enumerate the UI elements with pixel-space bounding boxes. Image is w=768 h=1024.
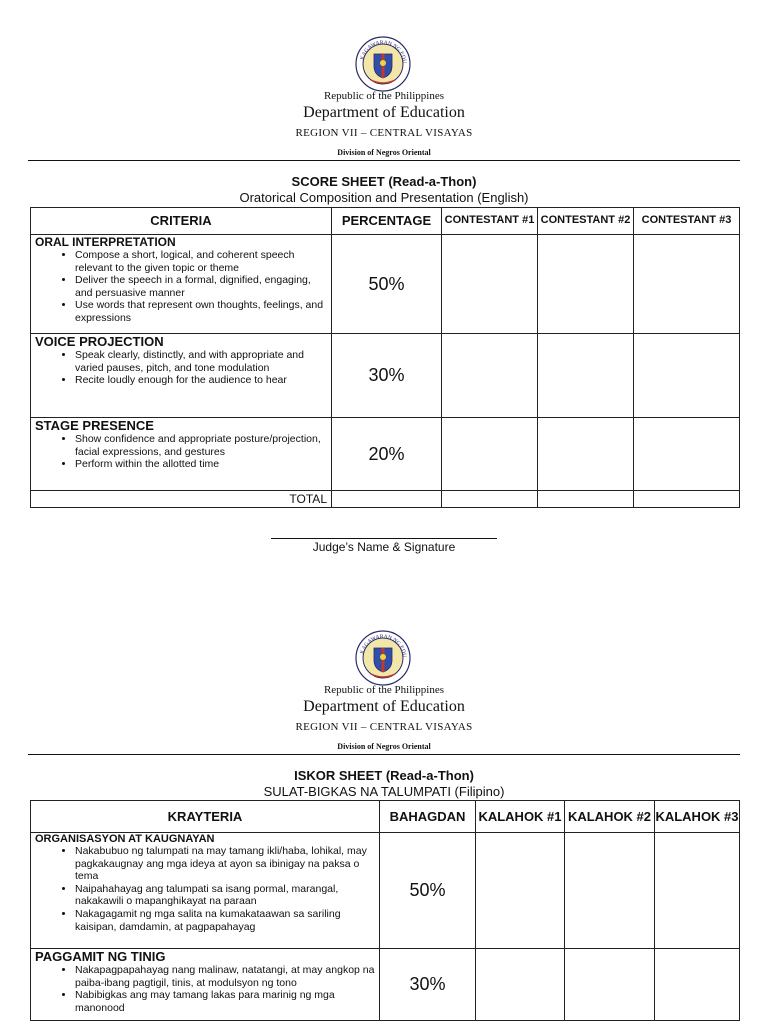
score-cell-contestant-3[interactable] (634, 334, 740, 418)
seal-text: KAGAWARAN NG EDU (359, 39, 408, 64)
header-republic: Republic of the Philippines (323, 90, 445, 102)
col-contestant-2: CONTESTANT #2 (538, 208, 634, 235)
section-title: ORAL INTERPRETATION (35, 235, 176, 249)
col-contestant-1: CONTESTANT #1 (442, 208, 538, 235)
sheet-subtitle: SULAT-BIGKAS NA TALUMPATI (Filipino) (263, 784, 505, 799)
list-item: • Deliver the speech in a formal, dignified, engaging, and persuasive manner (75, 274, 327, 299)
deped-seal-icon (355, 630, 411, 686)
percentage-cell: 30% (380, 949, 476, 1021)
table-header-row (31, 801, 740, 833)
total-cell-contestant-1[interactable] (442, 491, 538, 508)
col-criteria: CRITERIA (31, 208, 332, 235)
list-item: • Nakagagamit ng mga salita na kumakataawan sa sariling kaisipan, damdamin, at pagpapahayag (75, 908, 375, 933)
criteria-cell (31, 235, 332, 334)
percentage-cell: 50% (380, 833, 476, 949)
header-department: Department of Education (303, 698, 465, 715)
score-cell-contestant-1[interactable] (476, 949, 565, 1021)
score-cell-contestant-2[interactable] (538, 235, 634, 334)
list-item: • Naipahahayag ang talumpati sa isang pormal, marangal, nakakawili o mapanghikayat na paraan (75, 883, 375, 908)
table-row (31, 235, 740, 334)
score-cell-contestant-1[interactable] (442, 235, 538, 334)
sheet-subtitle: Oratorical Composition and Presentation (English) (239, 190, 529, 205)
score-cell-contestant-1[interactable] (442, 418, 538, 491)
sheet-title: SCORE SHEET (Read-a-Thon) (291, 174, 477, 189)
list-item: • Show confidence and appropriate posture/projection, facial expressions, and gestures (75, 433, 327, 458)
score-cell-contestant-3[interactable] (655, 949, 740, 1021)
header-division: Division of Negros Oriental (337, 742, 431, 751)
col-contestant-3: CONTESTANT #3 (634, 208, 740, 235)
deped-seal-icon (355, 36, 411, 92)
total-row (31, 491, 740, 508)
percentage-cell: 20% (332, 418, 442, 491)
criteria-cell (31, 418, 332, 491)
score-cell-contestant-2[interactable] (565, 949, 655, 1021)
score-cell-contestant-2[interactable] (538, 334, 634, 418)
col-percentage: PERCENTAGE (332, 208, 442, 235)
section-title: ORGANISASYON AT KAUGNAYAN (35, 833, 215, 845)
score-table (30, 800, 740, 1021)
score-table (30, 207, 740, 508)
col-contestant-3: KALAHOK #3 (655, 801, 740, 833)
header-republic: Republic of the Philippines (323, 684, 445, 696)
col-criteria: KRAYTERIA (31, 801, 380, 833)
sheet-title: ISKOR SHEET (Read-a-Thon) (294, 768, 474, 783)
header-region: REGION VII – CENTRAL VISAYAS (295, 127, 473, 139)
list-item: • Use words that represent own thoughts, feelings, and expressions (75, 299, 327, 324)
criteria-cell (31, 949, 380, 1021)
total-label: TOTAL (31, 491, 332, 508)
score-cell-contestant-3[interactable] (634, 418, 740, 491)
criteria-cell (31, 334, 332, 418)
percentage-cell: 50% (332, 235, 442, 334)
score-cell-contestant-3[interactable] (634, 235, 740, 334)
signature-line (271, 538, 497, 539)
list-item: • Compose a short, logical, and coherent speech relevant to the given topic or theme (75, 249, 327, 274)
score-cell-contestant-1[interactable] (476, 833, 565, 949)
signature-label: Judge’s Name & Signature (312, 540, 456, 554)
total-cell-contestant-2[interactable] (538, 491, 634, 508)
list-item: • Perform within the allotted time (75, 458, 327, 471)
col-contestant-1: KALAHOK #1 (476, 801, 565, 833)
table-header-row (31, 208, 740, 235)
score-cell-contestant-1[interactable] (442, 334, 538, 418)
table-row (31, 418, 740, 491)
seal-text: KAGAWARAN NG EDU (359, 633, 408, 658)
percentage-cell: 30% (332, 334, 442, 418)
section-title: VOICE PROJECTION (35, 334, 164, 349)
list-item: • Nakabubuo ng talumpati na may tamang ikli/haba, lohikal, may pagkakaugnay ang mga ideya at ayon sa ibinigay na paksa o tema (75, 845, 375, 883)
score-cell-contestant-2[interactable] (565, 833, 655, 949)
col-percentage: BAHAGDAN (380, 801, 476, 833)
criteria-cell (31, 833, 380, 949)
header-divider (28, 160, 740, 161)
table-row (31, 334, 740, 418)
header-divider (28, 754, 740, 755)
list-item: • Nabibigkas ang may tamang lakas para marinig ng mga manonood (75, 989, 375, 1014)
section-title: PAGGAMIT NG TINIG (35, 949, 166, 964)
col-contestant-2: KALAHOK #2 (565, 801, 655, 833)
total-percentage-cell (332, 491, 442, 508)
table-row (31, 833, 740, 949)
list-item: • Nakapagpapahayag nang malinaw, natatangi, at may angkop na paiba-ibang pagtigil, tinis, at modulsyon ng tono (75, 964, 375, 989)
list-item: • Speak clearly, distinctly, and with appropriate and varied pauses, pitch, and tone modulation (75, 349, 327, 374)
header-division: Division of Negros Oriental (337, 148, 431, 157)
score-cell-contestant-3[interactable] (655, 833, 740, 949)
table-row (31, 949, 740, 1021)
score-cell-contestant-2[interactable] (538, 418, 634, 491)
header-department: Department of Education (303, 104, 465, 121)
list-item: • Recite loudly enough for the audience to hear (75, 374, 327, 387)
total-cell-contestant-3[interactable] (634, 491, 740, 508)
header-region: REGION VII – CENTRAL VISAYAS (295, 721, 473, 733)
section-title: STAGE PRESENCE (35, 418, 154, 433)
